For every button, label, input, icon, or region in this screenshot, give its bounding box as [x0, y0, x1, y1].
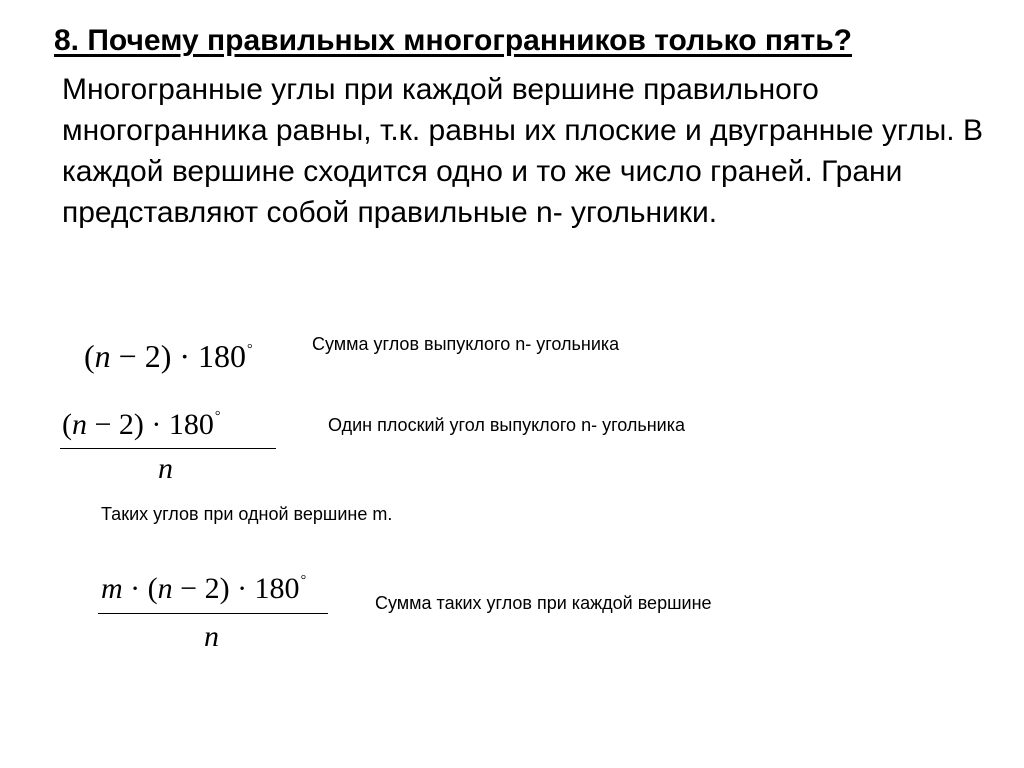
fraction-bar [60, 448, 276, 449]
formula-vertex-den-n: n [204, 620, 219, 653]
note-single-angle: Один плоский угол выпуклого n- угольника [328, 415, 686, 435]
formula-vertex-sum [98, 572, 334, 658]
note-polygon-angle-sum: Сумма углов выпуклого n- угольника [312, 334, 620, 354]
formula-n: n [94, 338, 111, 374]
formula-single-den-n: n [158, 452, 173, 485]
formula-vertex-rest: − 2) · 180 [172, 572, 300, 605]
formula-single-degree: ° [214, 409, 221, 424]
formula-vertex-numerator [101, 572, 306, 606]
intro-paragraph: Многогранные углы при каждой вершине правильного многогранника равны, т.к. равны их плоские и двугранные углы. В каждой вершине сходится одно и то же число граней. Грани представляют собой правильные n- угольники. [62, 73, 983, 229]
note-vertex-sum: Сумма таких углов при каждой вершине [375, 593, 712, 613]
formula-vertex-mid: · ( [122, 572, 158, 605]
note-angle-count: Таких углов при одной вершине m. [101, 504, 393, 524]
formula-single-open: ( [62, 408, 72, 441]
formula-polygon-angle-sum [84, 338, 253, 375]
formula-single-n: n [72, 408, 87, 441]
formula-vertex-m: m [101, 572, 123, 605]
formula-vertex-n: n [157, 572, 173, 605]
formula-single-numerator [62, 408, 221, 442]
formula-single-rest: − 2) · 180 [87, 408, 214, 441]
formula-open-paren: ( [84, 338, 95, 374]
formula-single-denominator [158, 452, 173, 486]
formula-rest: − 2) · 180 [110, 338, 247, 374]
fraction-bar [98, 613, 328, 614]
formula-vertex-degree: ° [300, 573, 307, 588]
formula-degree: ° [247, 342, 253, 357]
formula-vertex-denominator [204, 620, 219, 654]
formula-single-angle [60, 408, 280, 488]
slide-title: 8. Почему правильных многогранников только пять? [54, 24, 853, 57]
